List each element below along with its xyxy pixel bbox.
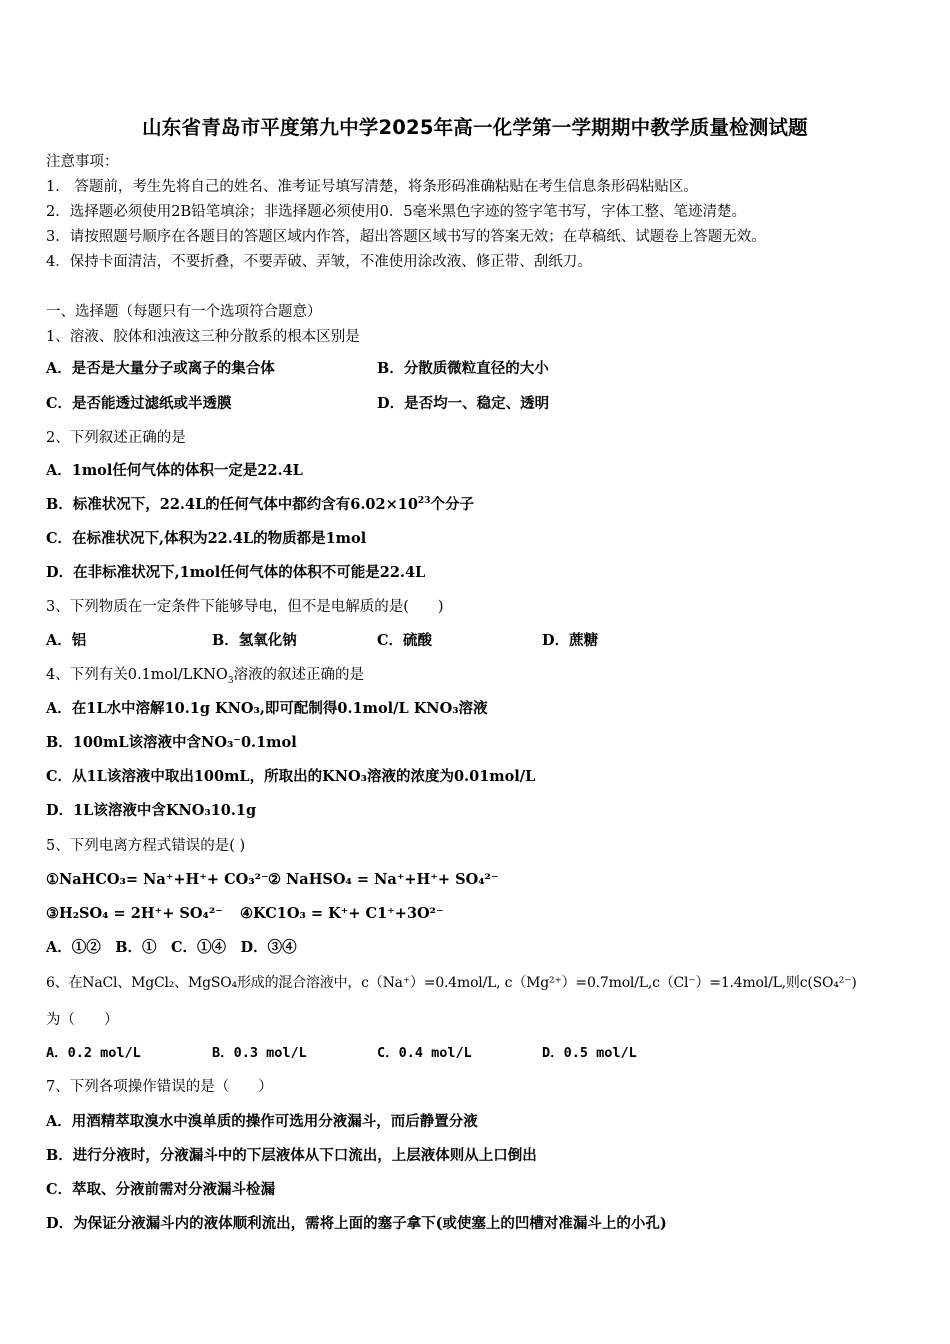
q1-option-a: A．是否是大量分子或离子的集合体 (46, 360, 275, 377)
q4-stem-suffix: 溶液的叙述正确的是 (233, 667, 365, 683)
q2-option-c: C．在标准状况下,体积为22.4L的物质都是1mol (46, 530, 367, 547)
question-2-stem: 2、下列叙述正确的是 (46, 430, 186, 446)
q6-option-d-text: D．0.5 mol/L (542, 1045, 637, 1061)
q6-option-c (377, 1043, 472, 1063)
notice-item: 2．选择题必须使用2B铅笔填涂；非选择题必须使用0．5毫米黑色字迹的签字笔书写，字体工整、笔迹清楚。 (46, 204, 747, 220)
question-7-stem: 7、下列各项操作错误的是（ ） (46, 1079, 273, 1095)
question-6-stem: 6、在NaCl、MgCl₂、MgSO₄形成的混合溶液中，c（Na⁺）=0.4mol/L, c（Mg²⁺）=0.7mol/L,c（Cl⁻）=1.4mol/L,则c(SO₄²⁻) (46, 975, 857, 991)
notice-item: 3．请按照题号顺序在各题目的答题区域内作答，超出答题区域书写的答案无效；在草稿纸、试题卷上答题无效。 (46, 229, 766, 245)
q2-option-a: A．1mol任何气体的体积一定是22.4L (46, 462, 303, 479)
q3-option-d: D．蔗糖 (542, 632, 599, 649)
q1-option-d: D．是否均一、稳定、透明 (377, 395, 550, 412)
notice-item: 1． 答题前，考生先将自己的姓名、准考证号填写清楚，将条形码准确粘贴在考生信息条形码粘贴区。 (46, 179, 698, 195)
q4-option-a: A．在1L水中溶解10.1g KNO₃,即可配制得0.1mol/L KNO₃溶液 (46, 700, 488, 717)
question-1-stem: 1、溶液、胶体和浊液这三种分散系的根本区别是 (46, 329, 360, 345)
q7-option-c: C．萃取、分液前需对分液漏斗检漏 (46, 1181, 276, 1198)
q4-option-b: B．100mL该溶液中含NO₃⁻0.1mol (46, 734, 297, 751)
q6-option-a (46, 1043, 141, 1063)
q1-option-c: C．是否能透过滤纸或半透膜 (46, 395, 232, 412)
q5-equation-4: ④KC1O₃ = K⁺+ C1⁺+3O²⁻ (240, 905, 444, 922)
q4-stem-text: 4、下列有关0.1mol/LKNO (46, 667, 228, 683)
q7-option-a: A．用酒精萃取溴水中溴单质的操作可选用分液漏斗，而后静置分液 (46, 1113, 478, 1130)
q2-option-b (46, 495, 474, 515)
q6-option-a-text: A．0.2 mol/L (46, 1045, 141, 1061)
q6-option-b (212, 1043, 307, 1063)
q6-option-c-text: C．0.4 mol/L (377, 1045, 472, 1061)
q7-option-b: B．进行分液时，分液漏斗中的下层液体从下口流出，上层液体则从上口倒出 (46, 1147, 537, 1164)
q4-option-d: D．1L该溶液中含KNO₃10.1g (46, 802, 257, 819)
question-5-stem: 5、下列电离方程式错误的是( ) (46, 838, 246, 854)
q1-option-b: B．分散质微粒直径的大小 (377, 360, 549, 377)
q4-stem-subscript: 3 (227, 675, 234, 686)
q3-option-b: B．氢氧化钠 (212, 632, 297, 649)
q4-option-c: C．从1L该溶液中取出100mL，所取出的KNO₃溶液的浓度为0.01mol/L (46, 768, 536, 785)
question-3-stem: 3、下列物质在一定条件下能够导电，但不是电解质的是( ) (46, 599, 444, 615)
q6-option-d (542, 1043, 637, 1063)
q2-option-b-text: B．标准状况下，22.4L的任何气体中都约含有6.02×10 (46, 496, 418, 513)
q5-options: A．①② B．① C．①④ D．③④ (46, 939, 297, 956)
q5-equation-2: ② NaHSO₄ = Na⁺+H⁺+ SO₄²⁻ (268, 871, 499, 888)
q2-option-d: D．在非标准状况下,1mol任何气体的体积不可能是22.4L (46, 564, 426, 581)
notice-item: 4．保持卡面清洁，不要折叠，不要弄破、弄皱，不准使用涂改液、修正带、刮纸刀。 (46, 254, 592, 270)
q3-option-c: C．硫酸 (377, 632, 433, 649)
q3-option-a: A．铝 (46, 632, 87, 649)
q7-option-d: D．为保证分液漏斗内的液体顺利流出，需将上面的塞子拿下(或使塞上的凹槽对准漏斗上的小孔) (46, 1215, 667, 1232)
q5-equation-3: ③H₂SO₄ = 2H⁺+ SO₄²⁻ (46, 905, 223, 922)
section-heading: 一、选择题（每题只有一个选项符合题意） (46, 304, 322, 320)
q6-option-b-text: B．0.3 mol/L (212, 1045, 307, 1061)
page-title: 山东省青岛市平度第九中学2025年高一化学第一学期期中教学质量检测试题 (142, 116, 808, 139)
q2-option-b-suffix: 个分子 (430, 496, 474, 513)
question-6-stem-continued: 为（ ） (46, 1012, 119, 1028)
q2-option-b-exponent: 23 (417, 496, 431, 507)
q5-equation-1: ①NaHCO₃= Na⁺+H⁺+ CO₃²⁻ (46, 871, 269, 888)
notice-heading: 注意事项： (46, 154, 119, 170)
question-4-stem (46, 665, 364, 685)
